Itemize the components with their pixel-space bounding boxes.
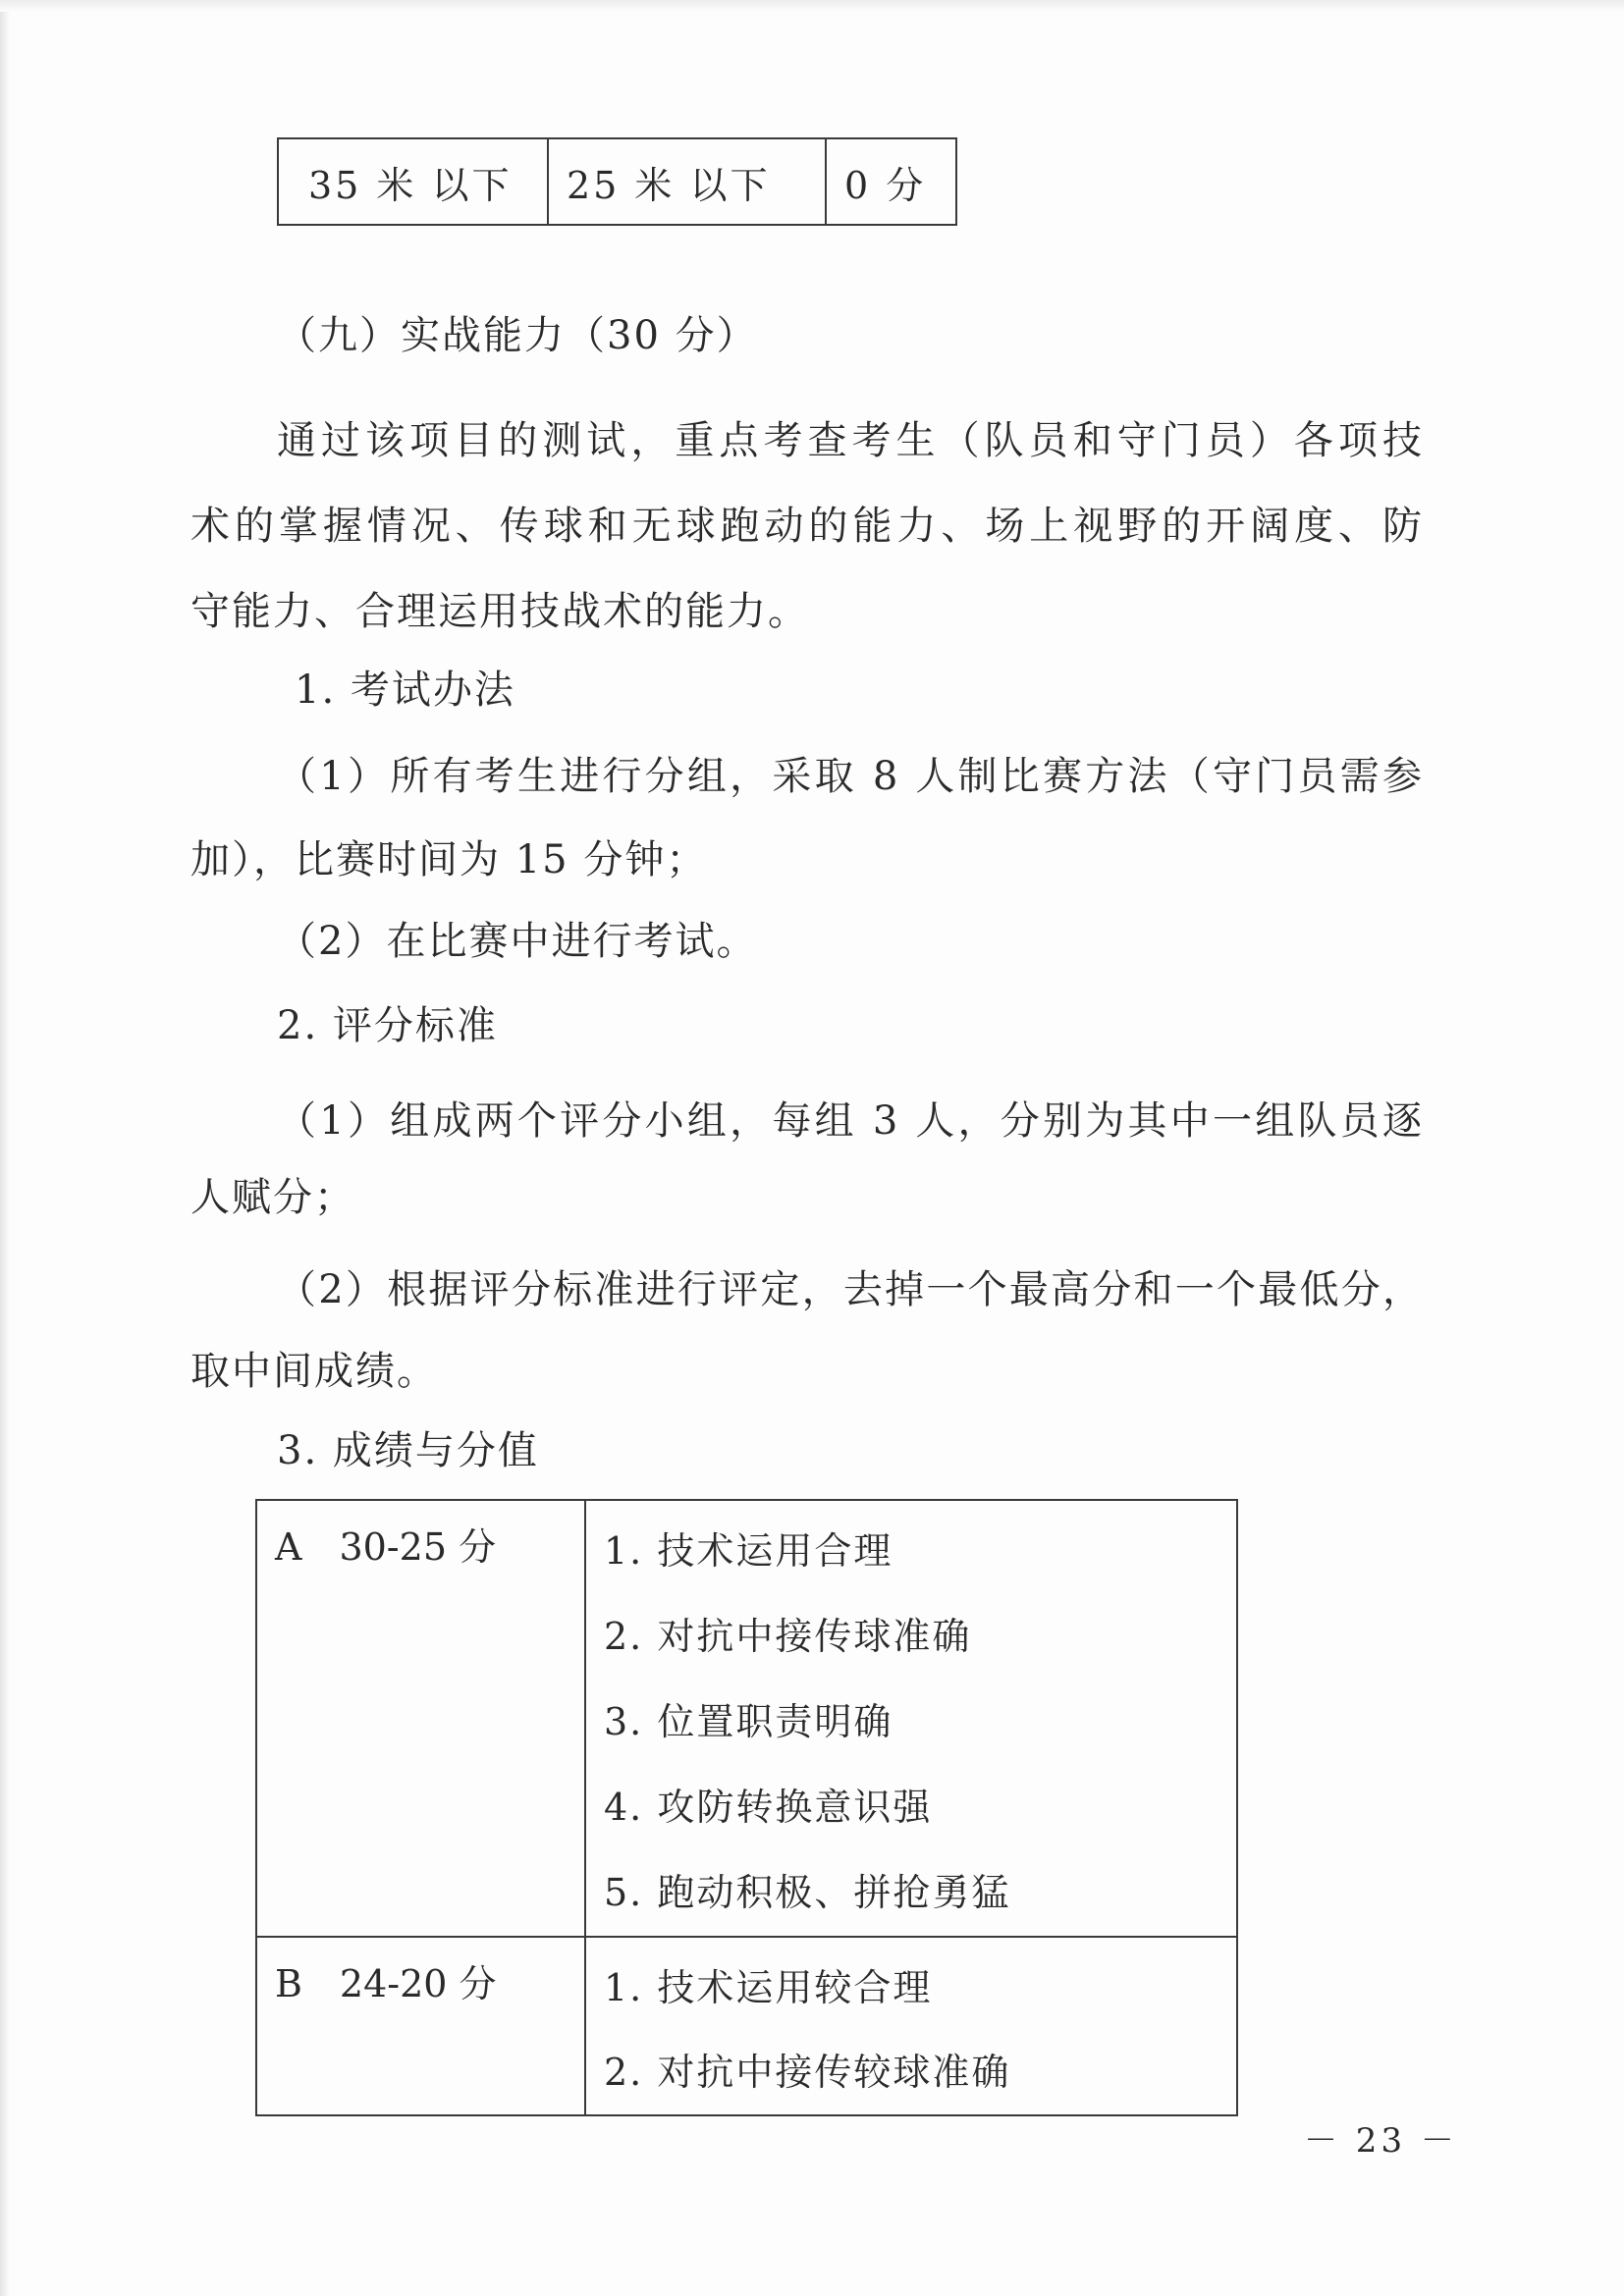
paragraph-line: 加），比赛时间为 15 分钟； (190, 837, 708, 882)
page-number: － 23 － (1304, 2121, 1458, 2161)
paragraph-line: 术的掌握情况、传球和无球跑动的能力、场上视野的开阔度、防 (190, 504, 1424, 549)
criteria-cell (585, 1937, 1237, 2115)
criteria-cell (585, 1500, 1237, 1937)
table-row (278, 138, 956, 225)
criteria-item: 1. 技术运用合理 (604, 1529, 893, 1573)
paragraph-line: 人赋分； (190, 1175, 355, 1220)
criteria-item: 5. 跑动积极、拼抢勇猛 (604, 1871, 1011, 1914)
paragraph-line: 取中间成绩。 (190, 1349, 438, 1394)
scan-edge (0, 0, 1624, 12)
paragraph-line: （1）组成两个评分小组，每组 3 人，分别为其中一组队员逐 (277, 1098, 1424, 1144)
criteria-item: 1. 技术运用较合理 (604, 1966, 933, 2009)
subsection-title: 2. 评分标准 (277, 1003, 498, 1048)
grade-cell: B 24-20 分 (256, 1937, 585, 2115)
criteria-item: 3. 位置职责明确 (604, 1700, 893, 1743)
criteria-item: 4. 攻防转换意识强 (604, 1786, 933, 1829)
paragraph-line: （2）在比赛中进行考试。 (277, 919, 758, 964)
distance-score-table (277, 137, 957, 226)
table-cell: 25 米 以下 (548, 138, 826, 225)
table-cell: 35 米 以下 (278, 138, 548, 225)
paragraph-line: （1）所有考生进行分组，采取 8 人制比赛方法（守门员需参 (277, 754, 1424, 799)
criteria-item: 2. 对抗中接传较球准确 (604, 2051, 1011, 2094)
criteria-item: 2. 对抗中接传球准确 (604, 1615, 972, 1658)
score-criteria-table (255, 1499, 1238, 2116)
paragraph-line: （2）根据评分标准进行评定，去掉一个最高分和一个最低分， (277, 1267, 1424, 1312)
section-heading: （九）实战能力（30 分） (277, 313, 758, 358)
paragraph-line: 守能力、合理运用技战术的能力。 (190, 589, 809, 634)
table-row (256, 1500, 1237, 1937)
grade-cell: A 30-25 分 (256, 1500, 585, 1937)
table-row (256, 1937, 1237, 2115)
table-cell: 0 分 (826, 138, 956, 225)
paragraph-line: 通过该项目的测试，重点考查考生（队员和守门员）各项技 (277, 418, 1424, 463)
scan-edge (0, 0, 10, 2296)
subsection-title: 3. 成绩与分值 (277, 1428, 539, 1473)
subsection-title: 1. 考试办法 (295, 667, 515, 713)
